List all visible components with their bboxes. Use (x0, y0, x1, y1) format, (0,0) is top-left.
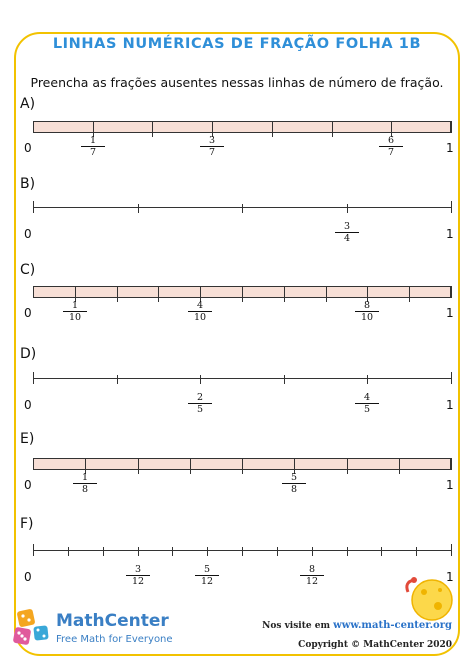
fraction-label (355, 300, 379, 323)
tick-mark (242, 458, 243, 474)
tick-mark (33, 201, 34, 213)
fraction-denominator: 7 (379, 146, 403, 158)
tick-mark (326, 286, 327, 302)
number-line-bar (33, 378, 451, 379)
tick-mark (33, 544, 34, 556)
fraction-denominator: 7 (200, 146, 224, 158)
fraction-numerator: 2 (196, 392, 204, 403)
fraction-denominator: 5 (355, 403, 379, 415)
start-label: 0 (24, 306, 32, 320)
fraction-label (282, 472, 306, 495)
problem-label: B) (20, 176, 36, 192)
tick-mark (152, 121, 153, 137)
tick-mark (242, 286, 243, 302)
copyright-text: Copyright © MathCenter 2020 (298, 640, 452, 650)
instruction-text: Preencha as frações ausentes nessas linhas de número de fração. (30, 75, 444, 90)
tick-mark (172, 547, 173, 556)
problem-label: C) (20, 262, 36, 278)
start-label: 0 (24, 570, 32, 584)
tick-mark (272, 121, 273, 137)
fraction-numerator: 4 (363, 392, 371, 403)
tick-mark (200, 375, 201, 384)
tick-mark (33, 372, 34, 384)
fraction-label (188, 392, 212, 415)
problem-label: D) (20, 346, 37, 362)
fraction-label (355, 392, 379, 415)
start-label: 0 (24, 398, 32, 412)
start-label: 0 (24, 227, 32, 241)
problem-label: F) (20, 516, 34, 532)
tick-mark (33, 286, 34, 298)
end-label: 1 (446, 141, 454, 155)
tick-mark (451, 458, 452, 470)
fraction-denominator: 7 (81, 146, 105, 158)
fraction-numerator: 1 (89, 135, 97, 146)
tick-mark (347, 204, 348, 213)
tick-mark (399, 458, 400, 474)
tick-mark (117, 375, 118, 384)
end-label: 1 (446, 570, 454, 584)
end-label: 1 (446, 398, 454, 412)
fraction-label (195, 564, 219, 587)
fraction-numerator: 4 (196, 300, 204, 311)
fraction-label (335, 221, 359, 244)
fraction-numerator: 1 (71, 300, 79, 311)
fraction-label (188, 300, 212, 323)
number-line-bar (33, 121, 451, 133)
fraction-label (200, 135, 224, 158)
fraction-denominator: 12 (195, 575, 219, 587)
tick-mark (284, 375, 285, 384)
tick-mark (381, 547, 382, 556)
fraction-label (73, 472, 97, 495)
fraction-numerator: 8 (363, 300, 371, 311)
fraction-label (81, 135, 105, 158)
tick-mark (68, 547, 69, 556)
brand-tagline: Free Math for Everyone (56, 634, 173, 645)
tick-mark (33, 121, 34, 133)
worksheet-title: LINHAS NUMÉRICAS DE FRAÇÃO FOLHA 1B (52, 36, 422, 52)
visit-url-link[interactable]: www.math-center.org (333, 620, 452, 631)
fraction-denominator: 12 (126, 575, 150, 587)
tick-mark (347, 547, 348, 556)
fraction-denominator: 12 (300, 575, 324, 587)
fraction-label (63, 300, 87, 323)
tick-mark (332, 121, 333, 137)
end-label: 1 (446, 478, 454, 492)
tick-mark (242, 204, 243, 213)
tick-mark (117, 286, 118, 302)
tick-mark (416, 547, 417, 556)
fraction-denominator: 4 (335, 232, 359, 244)
tick-mark (409, 286, 410, 302)
fraction-numerator: 3 (208, 135, 216, 146)
fraction-numerator: 3 (134, 564, 142, 575)
problem-label: A) (20, 96, 36, 112)
fraction-denominator: 10 (63, 311, 87, 323)
tick-mark (451, 201, 452, 213)
tick-mark (138, 458, 139, 474)
tick-mark (158, 286, 159, 302)
fraction-label (379, 135, 403, 158)
start-label: 0 (24, 141, 32, 155)
visit-text: Nos visite em (262, 621, 330, 631)
tick-mark (451, 372, 452, 384)
fraction-denominator: 10 (355, 311, 379, 323)
tick-mark (242, 547, 243, 556)
fraction-denominator: 10 (188, 311, 212, 323)
end-label: 1 (446, 227, 454, 241)
tick-mark (33, 458, 34, 470)
end-label: 1 (446, 306, 454, 320)
fraction-numerator: 3 (343, 221, 351, 232)
fraction-numerator: 6 (387, 135, 395, 146)
start-label: 0 (24, 478, 32, 492)
tick-mark (207, 547, 208, 556)
fraction-label (300, 564, 324, 587)
dice-logo-icon (12, 608, 52, 648)
problem-label: E) (20, 431, 35, 447)
tick-mark (138, 547, 139, 556)
fraction-denominator: 8 (282, 483, 306, 495)
tick-mark (103, 547, 104, 556)
tick-mark (312, 547, 313, 556)
tick-mark (277, 547, 278, 556)
fraction-numerator: 1 (81, 472, 89, 483)
tick-mark (367, 375, 368, 384)
tick-mark (451, 544, 452, 556)
tick-mark (451, 286, 452, 298)
tick-mark (190, 458, 191, 474)
tick-mark (347, 458, 348, 474)
fraction-numerator: 5 (203, 564, 211, 575)
fraction-numerator: 8 (308, 564, 316, 575)
moon-mascot-icon (402, 572, 458, 624)
fraction-denominator: 8 (73, 483, 97, 495)
fraction-label (126, 564, 150, 587)
tick-mark (284, 286, 285, 302)
tick-mark (451, 121, 452, 133)
tick-mark (138, 204, 139, 213)
fraction-denominator: 5 (188, 403, 212, 415)
fraction-numerator: 5 (290, 472, 298, 483)
brand-name: MathCenter (56, 611, 169, 631)
